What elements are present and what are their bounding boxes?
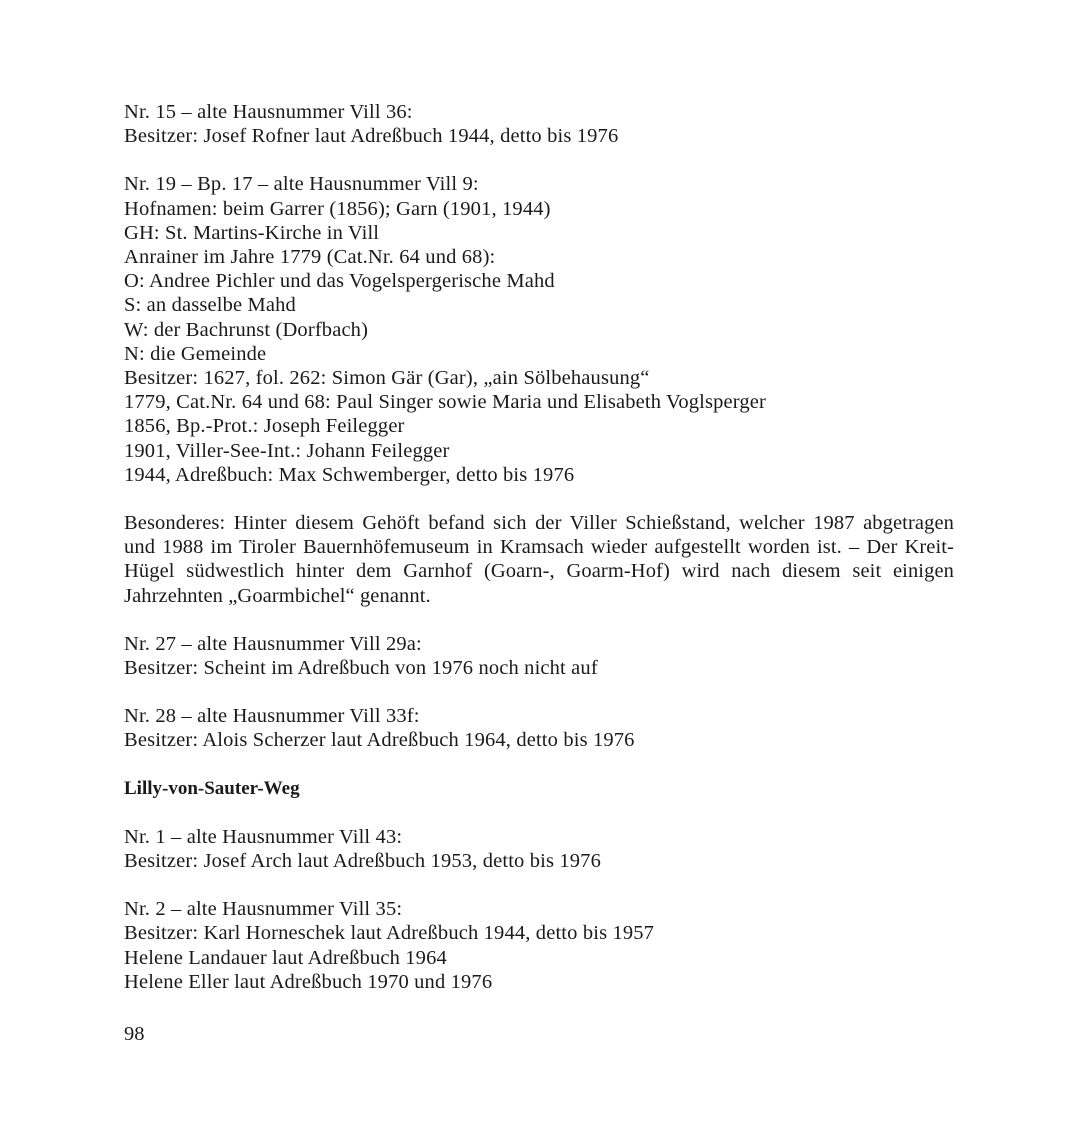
entry-line: W: der Bachrunst (Dorfbach): [124, 318, 369, 341]
entry-nr-27: [124, 632, 954, 680]
page-number: 98: [124, 1023, 145, 1045]
entry-nr-19: [124, 172, 954, 487]
page-body: [124, 100, 954, 1018]
entry-line: 1856, Bp.-Prot.: Joseph Feilegger: [124, 415, 405, 438]
entry-line: Nr. 2 – alte Hausnummer Vill 35:: [124, 898, 403, 921]
entry-line: N: die Gemeinde: [124, 342, 267, 365]
entry-line: Nr. 15 – alte Hausnummer Vill 36:: [124, 101, 413, 123]
entry-line: 1901, Viller-See-Int.: Johann Feilegger: [124, 439, 450, 462]
entry-line: Hofnamen: beim Garrer (1856); Garn (1901, 1944): [124, 197, 551, 220]
entry-line: Anrainer im Jahre 1779 (Cat.Nr. 64 und 68):: [124, 246, 496, 269]
entry-line: Nr. 28 – alte Hausnummer Vill 33f:: [124, 705, 420, 728]
entry-line: 1944, Adreßbuch: Max Schwemberger, detto bis 1976: [124, 463, 575, 486]
entry-line: Nr. 1 – alte Hausnummer Vill 43:: [124, 825, 403, 848]
entry-line: Besitzer: Karl Horneschek laut Adreßbuch 1944, detto bis 1957: [124, 922, 655, 945]
besonderes-paragraph: Besonderes: Hinter diesem Gehöft befand sich der Viller Schießstand, welcher 1987 abgetragen und 1988 im Tiroler Bauernhöfemuseum in Kramsach wieder aufgestellt worden ist. – Der Kreit-Hügel südwestlich hinter dem Garnhof (Goarn-, Goarm-Hof) wird nach diesem seit einigen Jahrzehnten „Goarmbichel“ genannt.: [124, 512, 954, 607]
entry-line: Besitzer: Alois Scherzer laut Adreßbuch 1964, detto bis 1976: [124, 729, 635, 752]
entry-line: 1779, Cat.Nr. 64 und 68: Paul Singer sowie Maria und Elisabeth Voglsperger: [124, 391, 766, 414]
entry-line: Helene Landauer laut Adreßbuch 1964: [124, 946, 447, 969]
entry-nr-15: [124, 100, 954, 148]
entry-nr-2: [124, 897, 954, 994]
entry-line: Besitzer: Scheint im Adreßbuch von 1976 noch nicht auf: [124, 657, 598, 680]
entry-line: GH: St. Martins-Kirche in Vill: [124, 221, 380, 244]
section-heading: Lilly-von-Sauter-Weg: [124, 777, 300, 799]
entry-line: Nr. 19 – Bp. 17 – alte Hausnummer Vill 9:: [124, 173, 479, 196]
entry-line: Nr. 27 – alte Hausnummer Vill 29a:: [124, 632, 422, 655]
entries-top: [124, 100, 954, 487]
entry-line: Besitzer: Josef Arch laut Adreßbuch 1953, detto bis 1976: [124, 850, 601, 873]
entry-line: O: Andree Pichler und das Vogelspergerische Mahd: [124, 270, 555, 293]
entry-nr-1: [124, 825, 954, 873]
entry-line: Helene Eller laut Adreßbuch 1970 und 1976: [124, 970, 493, 993]
entry-nr-28: [124, 704, 954, 752]
entry-line: Besitzer: 1627, fol. 262: Simon Gär (Gar), „ain Sölbehausung“: [124, 367, 650, 390]
entries-middle: [124, 632, 954, 753]
entry-line: S: an dasselbe Mahd: [124, 294, 296, 317]
entry-line: Besitzer: Josef Rofner laut Adreßbuch 1944, detto bis 1976: [124, 125, 619, 148]
entries-bottom: [124, 825, 954, 994]
